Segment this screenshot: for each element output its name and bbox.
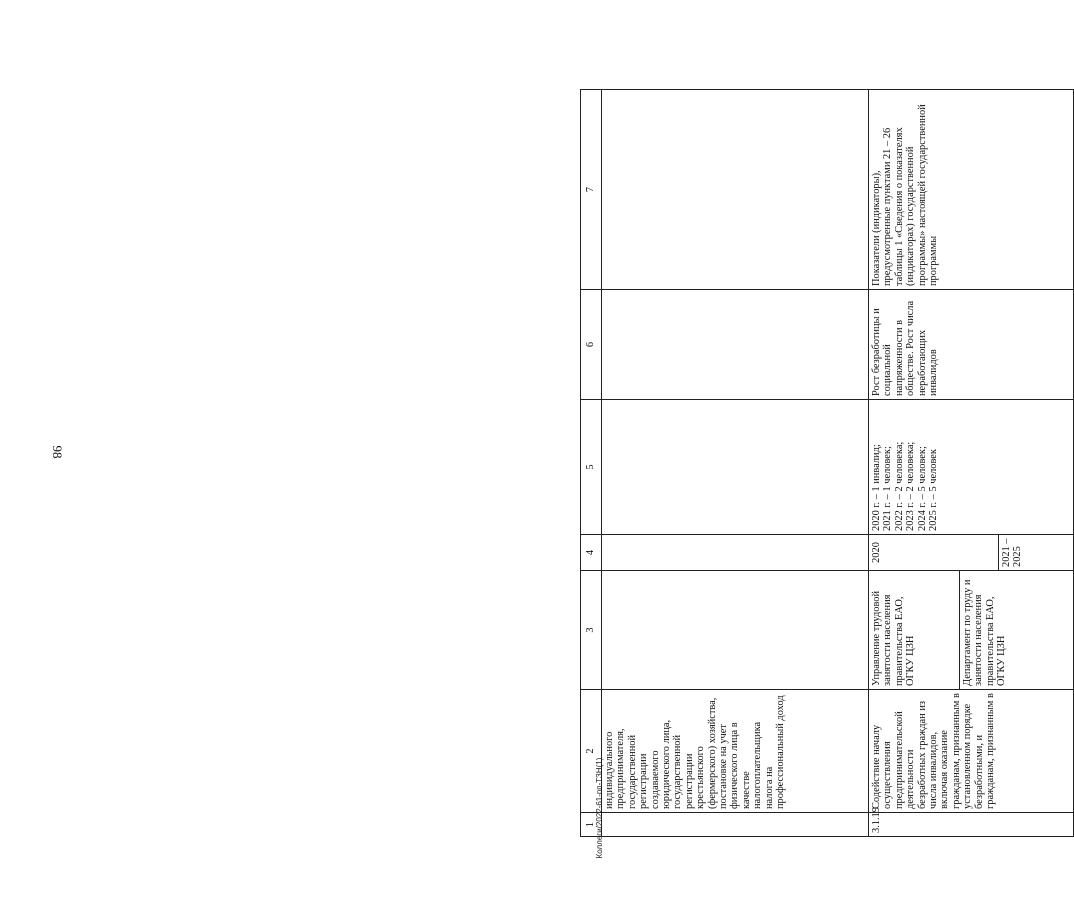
cell-indicators [602,90,869,290]
period-2021-2025: 2021 – 2025 [1001,538,1024,567]
result-line: 2021 г. – 1 человек; [882,446,894,531]
cell-result [869,400,1074,535]
cell-consequences: Рост безработицы и социальной напряженности в обществе. Рост числа неработающих инвалидов [869,290,1074,400]
header-cell: 7 [581,90,602,290]
header-cell: 4 [581,535,602,571]
executor-2021-2025: Департамент по труду и занятости населения правительства ЕАО, ОГКУ ЦЗН [962,579,1008,686]
header-cell: 3 [581,571,602,690]
result-line: 2023 г. – 2 человека; [905,441,917,531]
program-table [580,90,1064,837]
page-number: 98 [50,445,65,459]
executor-2020: Управление трудовой занятости населения правительства ЕАО, ОГКУ ЦЗН [869,571,960,689]
cell-consequences [602,290,869,400]
document-code: Коллеги/2022-61-пп-ТЗН(1) [595,757,604,859]
result-line: 2025 г. – 5 человек [928,449,940,531]
table-header-row [581,90,602,837]
cell-period [602,535,869,571]
cell-indicators: Показатели (индикаторы), предусмотренные пунктами 21 – 26 таблицы 1 «Сведения о показателях (индикаторах) государственной программы» настоящей государственной программы [869,90,1074,290]
table-row [602,90,869,837]
cell-result [602,400,869,535]
header-cell: 6 [581,290,602,400]
cell-measure-name: индивидуального предпринимателя, государственной регистрации создаваемого юридического лица, государственной регистрации крестьянского (фермерского) хозяйства, постановке на учет физического лица в качестве налогоплательщика налога на профессиональный доход [602,690,869,813]
header-cell: 2 [581,690,602,813]
table-row [869,90,1074,837]
cell-number [602,813,869,837]
cell-measure-name: Содействие началу осуществления предпринимательской деятельности безработных граждан из числа инвалидов, включая оказание гражданам, признанным в установленном порядке безработными, и гражданам, признанным в [869,690,1074,813]
cell-number: 3.1.19 [869,813,1074,837]
result-line: 2022 г. – 2 человека; [893,441,905,531]
header-cell: 5 [581,400,602,535]
cell-executor [602,571,869,690]
cell-executor [869,571,1074,690]
cell-period [869,535,1074,571]
header-cell: 1 [581,813,602,837]
result-line: 2020 г. – 1 инвалид; [871,444,882,531]
period-2020: 2020 [869,535,999,570]
result-line: 2024 г. – 5 человек; [916,446,928,531]
